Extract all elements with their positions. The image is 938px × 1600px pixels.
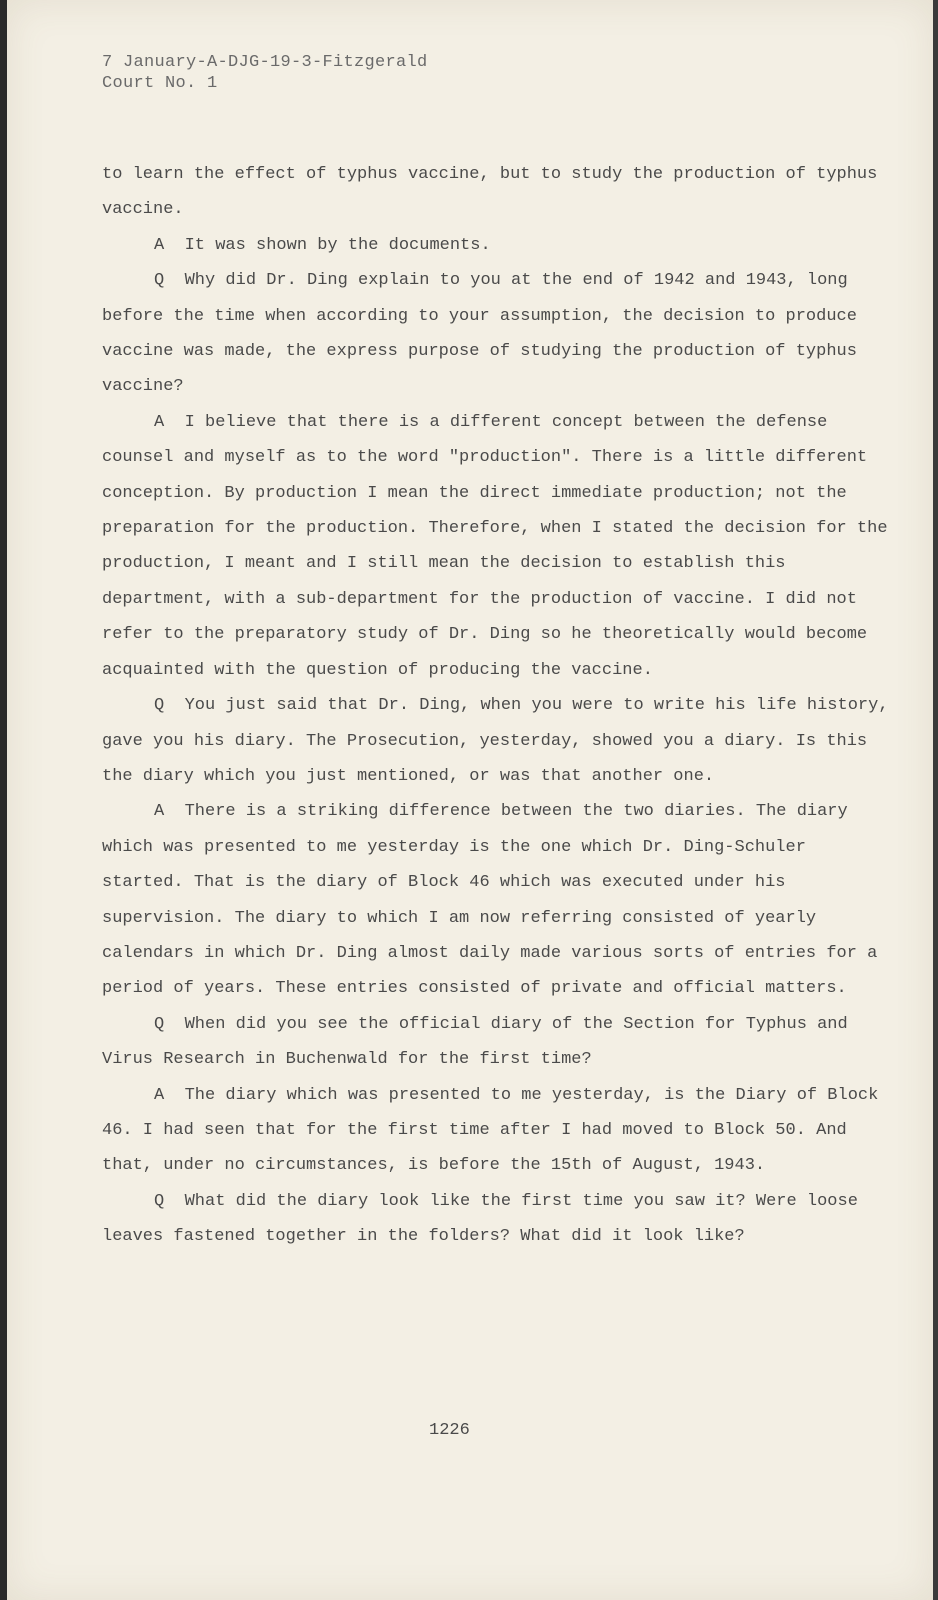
transcript-paragraph: A There is a striking difference between the two diaries. The diary which was presented to me yesterday is the one which Dr. Ding-Schuler started. That is the diary of Block 46 which was executed under his supervision. The diary to which I am now referring consisted of yearly calendars in which Dr. Ding almost daily made various sorts of entries for a period of years. These entries consisted of private and official matters. — [102, 802, 888, 999]
transcript-paragraph: Q When did you see the official diary of the Section for Typhus and Virus Research in Buchenwald for the first time? — [102, 1014, 858, 1070]
transcript-paragraph: A I believe that there is a different concept between the defense counsel and myself as to the word "production". There is a little different conception. By production I mean the direct immediate production; not the preparation for the production. Therefore, when I stated the decision for the production, I meant and I still mean the decision to establish this department, with a sub-department for the production of vaccine. I did not refer to the preparatory study of Dr. Ding so he theoretically would become acquainted with the question of producing the vaccine. — [102, 412, 898, 680]
transcript-paragraph: Q You just said that Dr. Ding, when you were to write his life history, gave you his diary. The Prosecution, yesterday, showed you a diary. Is this the diary which you just mentioned, or was that another one. — [102, 696, 899, 786]
transcript-paragraph: A It was shown by the documents. — [154, 235, 491, 255]
document-header — [102, 52, 428, 94]
page-number: 1226 — [429, 1421, 470, 1440]
transcript-paragraph: Q Why did Dr. Ding explain to you at the end of 1942 and 1943, long before the time when according to your assumption, the decision to produce vaccine was made, the express purpose of studying the production of typhus vaccine? — [102, 271, 868, 397]
transcript-paragraph: to learn the effect of typhus vaccine, but to study the production of typhus vaccine. — [102, 165, 888, 220]
transcript-body — [102, 157, 899, 1255]
header-session-line: 7 January-A-DJG-19-3-Fitzgerald — [102, 53, 428, 72]
transcript-paragraph: Q What did the diary look like the first time you saw it? Were loose leaves fastened together in the folders? What did it look like? — [102, 1191, 869, 1247]
page-left-edge — [0, 0, 7, 1600]
header-court-line: Court No. 1 — [102, 74, 218, 93]
document-page — [7, 0, 933, 1600]
transcript-paragraph: A The diary which was presented to me yesterday, is the Diary of Block 46. I had seen that for the first time after I had moved to Block 50. And that, under no circumstances, is before the 15th of August, 1943. — [102, 1085, 889, 1176]
